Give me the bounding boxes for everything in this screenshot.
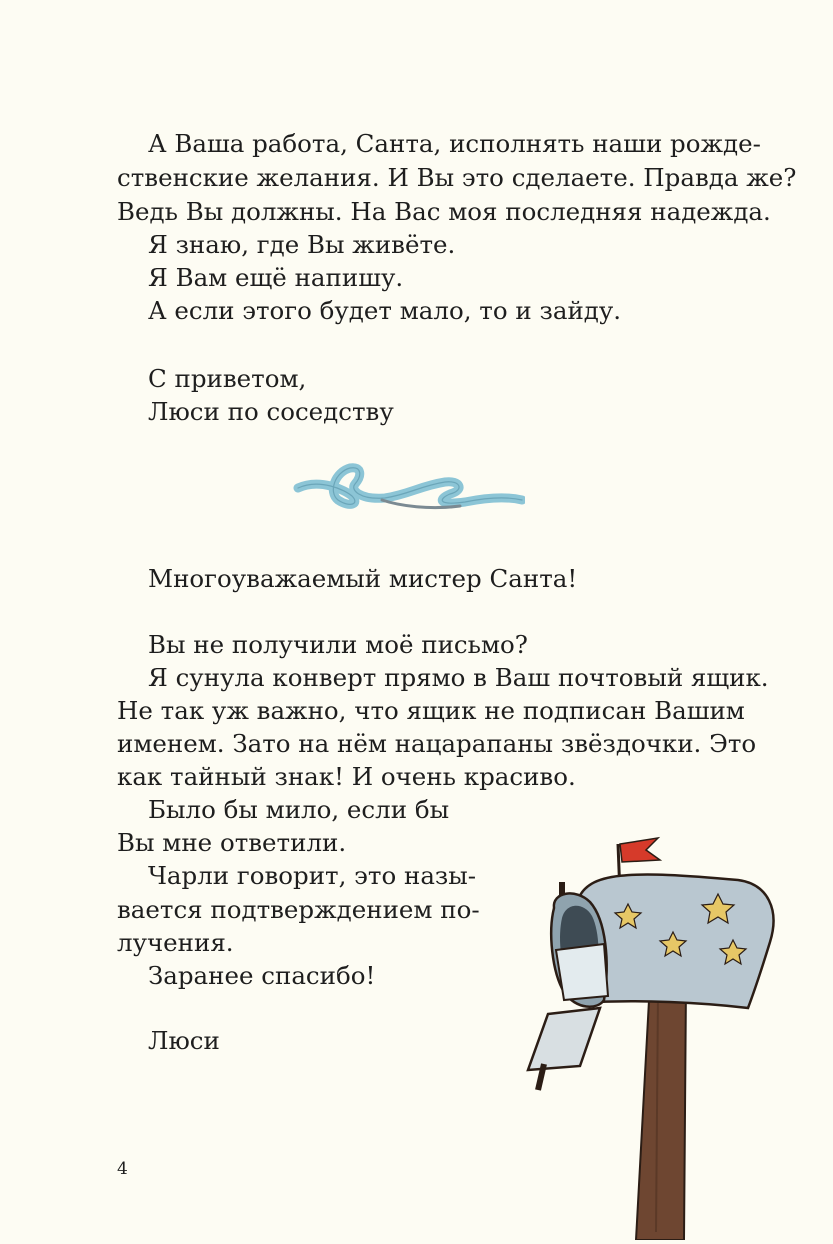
letter2-greeting: Многоуважаемый мистер Санта! [148, 564, 578, 593]
letter2-envelope-line4: как тайный знак! И очень красиво. [117, 762, 576, 791]
letter2-thanks: Заранее спасибо! [148, 961, 376, 990]
letter2-charlie-line3: лучения. [117, 928, 234, 957]
letter1-paragraph1-line2: ственские желания. И Вы это сделаете. Правда же? [117, 163, 797, 192]
letter2-signature: Люси [148, 1026, 220, 1055]
letter1-line-know-where: Я знаю, где Вы живёте. [148, 230, 456, 259]
ribbon-illustration [290, 450, 525, 534]
letter2-reply-line2: Вы мне ответили. [117, 828, 347, 857]
letter2-envelope-line2: Не так уж важно, что ящик не подписан Вашим [117, 696, 745, 725]
letter1-line-will-visit: А если этого будет мало, то и зайду. [148, 296, 622, 325]
letter1-closing: С приветом, [148, 364, 307, 393]
letter1-line-will-write: Я Вам ещё напишу. [148, 263, 404, 292]
letter2-envelope-line3: именем. Зато на нём нацарапаны звёздочки. Это [117, 729, 757, 758]
letter1-signature: Люси по соседству [148, 397, 394, 426]
letter1-paragraph1-line1: А Ваша работа, Санта, исполнять наши рожде- [148, 129, 761, 158]
letter2-reply-line1: Было бы мило, если бы [148, 795, 450, 824]
letter2-envelope-line1: Я сунула конверт прямо в Ваш почтовый ящик. [148, 663, 769, 692]
letter2-charlie-line1: Чарли говорит, это назы- [148, 861, 477, 890]
mailbox-illustration [518, 832, 783, 1244]
letter2-line-not-received: Вы не получили моё письмо? [148, 630, 528, 659]
page-number: 4 [117, 1159, 128, 1179]
letter2-charlie-line2: вается подтверждением по- [117, 895, 480, 924]
letter1-paragraph1-line3: Ведь Вы должны. На Вас моя последняя надежда. [117, 197, 771, 226]
